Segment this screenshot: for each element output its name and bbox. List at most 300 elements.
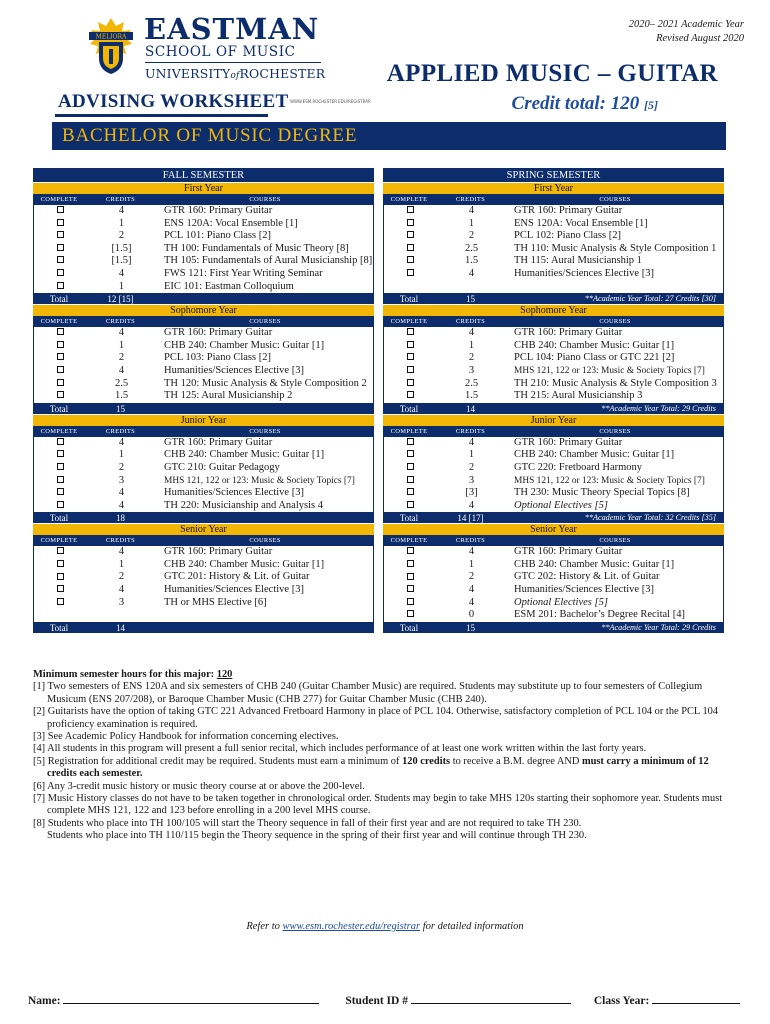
complete-cell — [384, 340, 436, 353]
course-rows — [383, 205, 724, 293]
logo-school: SCHOOL OF MUSIC — [145, 44, 296, 60]
credits-cell: 1 — [468, 217, 475, 229]
column-headers — [383, 195, 724, 205]
complete-checkbox[interactable] — [407, 488, 414, 495]
credits-header: CREDITS — [105, 537, 136, 545]
credits-cell: 1 — [468, 339, 475, 351]
advising-underline — [55, 114, 268, 117]
course-cell: GTR 160: Primary Guitar — [514, 546, 623, 558]
complete-checkbox[interactable] — [407, 573, 414, 580]
course-row — [34, 559, 373, 572]
total-label: Total — [49, 513, 69, 524]
course-row — [34, 340, 373, 353]
complete-checkbox[interactable] — [407, 206, 414, 213]
credits-cell: 2 — [118, 352, 125, 364]
credits-cell: 4 — [118, 436, 125, 448]
course-row — [384, 218, 723, 231]
course-row — [34, 205, 373, 218]
academic-year-info — [629, 18, 744, 46]
course-cell: GTC 210: Guitar Pedagogy — [164, 461, 280, 473]
complete-checkbox[interactable] — [57, 391, 64, 398]
class-year-field[interactable] — [652, 994, 740, 1004]
course-cell: Humanities/Sciences Elective [3] — [164, 584, 304, 596]
course-cell: Humanities/Sciences Elective [3] — [514, 267, 654, 279]
course-cell: ENS 120A: Vocal Ensemble [1] — [164, 217, 298, 229]
credits-cell: 2.5 — [464, 377, 479, 389]
total-row — [33, 293, 374, 305]
credits-cell: 2 — [118, 571, 125, 583]
course-row — [34, 268, 373, 281]
courses-header: COURSES — [599, 537, 631, 545]
complete-cell — [384, 449, 436, 462]
credits-cell: 3 — [468, 364, 475, 376]
student-id-field[interactable] — [411, 994, 571, 1004]
course-cell: CHB 240: Chamber Music: Guitar [1] — [514, 339, 675, 351]
credits-header: CREDITS — [105, 318, 136, 326]
credits-cell — [436, 281, 507, 294]
course-cell: PCL 103: Piano Class [2] — [164, 352, 271, 364]
credits-cell: 4 — [118, 205, 125, 216]
credits-cell: 4 — [118, 267, 125, 279]
course-cell: TH 220: Musicianship and Analysis 4 — [164, 499, 323, 511]
complete-cell — [34, 609, 86, 622]
total-label: Total — [399, 513, 419, 524]
course-row — [384, 500, 723, 513]
complete-checkbox[interactable] — [407, 231, 414, 238]
credits-cell: 1.5 — [464, 390, 479, 402]
complete-cell — [384, 243, 436, 256]
total-label: Total — [49, 294, 69, 305]
total-row — [33, 403, 374, 415]
credits-cell: 0 — [468, 609, 475, 621]
complete-cell — [34, 340, 86, 353]
credits-header: CREDITS — [105, 427, 136, 435]
complete-checkbox[interactable] — [407, 598, 414, 605]
complete-checkbox[interactable] — [57, 547, 64, 554]
fall-year-heading: Senior Year — [33, 524, 374, 536]
course-row — [34, 546, 373, 559]
complete-checkbox[interactable] — [407, 560, 414, 567]
complete-checkbox[interactable] — [57, 598, 64, 605]
course-cell — [507, 281, 723, 294]
column-headers — [383, 317, 724, 327]
complete-checkbox[interactable] — [407, 353, 414, 360]
complete-checkbox[interactable] — [57, 488, 64, 495]
course-row — [34, 449, 373, 462]
complete-checkbox[interactable] — [407, 547, 414, 554]
complete-cell — [384, 281, 436, 294]
course-cell: GTC 201: History & Lit. of Guitar — [164, 571, 310, 583]
footnote-5: [5] Registration for additional credit may be required. Students must earn a minimum of 120 credits to receive a B.M. degree AND must carry a minimum of 12 credits each semester. — [33, 755, 709, 780]
courses-header: COURSES — [599, 318, 631, 326]
course-cell: TH 100: Fundamentals of Music Theory [8] — [164, 242, 349, 254]
course-cell: Humanities/Sciences Elective [3] — [164, 364, 304, 376]
complete-cell — [34, 475, 86, 488]
total-label: Total — [49, 403, 69, 414]
logo-eastman: EASTMAN — [144, 12, 320, 46]
class-year-label: Class Year: — [593, 995, 650, 1007]
total-credits: 14 — [116, 622, 125, 633]
complete-cell — [34, 243, 86, 256]
complete-checkbox[interactable] — [407, 438, 414, 445]
complete-cell — [34, 378, 86, 391]
course-cell: CHB 240: Chamber Music: Guitar [1] — [164, 339, 325, 351]
complete-checkbox[interactable] — [407, 450, 414, 457]
course-row-empty — [384, 281, 723, 294]
complete-checkbox[interactable] — [407, 585, 414, 592]
complete-checkbox[interactable] — [57, 282, 64, 289]
credits-header: CREDITS — [105, 196, 136, 203]
course-cell: FWS 121: First Year Writing Seminar — [164, 267, 323, 279]
course-cell: TH 230: Music Theory Special Topics [8] — [514, 487, 690, 499]
complete-header: COMPLETE — [40, 427, 78, 435]
credits-cell: 4 — [468, 205, 475, 216]
complete-cell — [384, 609, 436, 622]
academic-year-total — [156, 403, 374, 414]
credits-cell: 1.5 — [464, 255, 479, 267]
credits-cell: 2 — [468, 352, 475, 364]
course-cell: PCL 104: Piano Class or GTC 221 [2] — [514, 352, 675, 364]
course-rows — [33, 546, 374, 622]
footnotes — [33, 669, 733, 843]
course-row — [384, 437, 723, 450]
complete-checkbox[interactable] — [57, 231, 64, 238]
credit-total: Credit total: 120 [5] — [511, 93, 658, 114]
course-row — [384, 352, 723, 365]
complete-cell — [34, 218, 86, 231]
complete-checkbox[interactable] — [407, 256, 414, 263]
credits-cell: 4 — [468, 327, 475, 339]
credits-cell: [1.5] — [111, 255, 132, 267]
academic-year-total — [156, 622, 374, 633]
course-row — [34, 487, 373, 500]
course-cell: ENS 120A: Vocal Ensemble [1] — [514, 217, 648, 229]
fall-year-heading: Junior Year — [33, 415, 374, 427]
column-headers — [383, 536, 724, 546]
course-row — [34, 437, 373, 450]
course-row — [34, 597, 373, 610]
course-cell: GTR 160: Primary Guitar — [164, 327, 273, 339]
courses-header: COURSES — [249, 318, 281, 326]
course-row — [34, 365, 373, 378]
course-row — [384, 584, 723, 597]
course-row — [34, 230, 373, 243]
complete-cell — [34, 449, 86, 462]
footnote-8: [8] Students who place into TH 100/105 will start the Theory sequence in fall of their first year and are not required to take TH 230. — [33, 817, 582, 829]
course-row — [384, 340, 723, 353]
complete-checkbox[interactable] — [57, 476, 64, 483]
credits-header: CREDITS — [455, 427, 486, 435]
academic-year-total: **Academic Year Total: 29 Credits — [601, 403, 716, 413]
course-row — [34, 218, 373, 231]
complete-checkbox[interactable] — [407, 379, 414, 386]
revised-date: Revised August 2020 — [656, 33, 744, 44]
credits-cell: 2.5 — [114, 377, 129, 389]
complete-checkbox[interactable] — [407, 341, 414, 348]
name-field[interactable] — [63, 994, 319, 1004]
course-cell: TH 120: Music Analysis & Style Composition 2 — [164, 377, 367, 389]
degree-banner — [52, 122, 726, 150]
course-cell: Optional Electives [5] — [514, 499, 608, 511]
total-label: Total — [399, 294, 419, 305]
course-cell: GTR 160: Primary Guitar — [514, 205, 623, 216]
complete-checkbox[interactable] — [57, 585, 64, 592]
courses-header: COURSES — [599, 196, 631, 203]
courses-header: COURSES — [599, 427, 631, 435]
complete-checkbox[interactable] — [57, 206, 64, 213]
credits-cell: 4 — [468, 436, 475, 448]
complete-checkbox[interactable] — [407, 610, 414, 617]
course-row — [384, 475, 723, 488]
refer-line: Refer to www.esm.rochester.edu/registrar for detailed information — [246, 921, 524, 932]
total-label: Total — [399, 403, 419, 414]
course-cell: GTR 160: Primary Guitar — [514, 327, 623, 339]
credits-cell: 4 — [468, 584, 475, 596]
course-cell: TH 110: Music Analysis & Style Composition 1 — [514, 242, 717, 254]
complete-cell — [384, 559, 436, 572]
complete-cell — [34, 390, 86, 403]
complete-cell — [384, 487, 436, 500]
complete-checkbox[interactable] — [57, 463, 64, 470]
course-row — [384, 327, 723, 340]
credits-cell: 4 — [118, 327, 125, 339]
course-row — [34, 462, 373, 475]
course-row — [384, 230, 723, 243]
course-row — [34, 571, 373, 584]
total-credits: 14 [17] — [457, 513, 484, 524]
course-rows — [33, 205, 374, 293]
total-label: Total — [49, 622, 69, 633]
course-row — [34, 281, 373, 294]
course-rows — [383, 437, 724, 513]
credits-cell: 1.5 — [114, 390, 129, 402]
complete-cell — [34, 571, 86, 584]
course-rows — [33, 327, 374, 403]
course-rows — [33, 437, 374, 513]
complete-checkbox[interactable] — [57, 256, 64, 263]
complete-cell — [34, 365, 86, 378]
complete-header: COMPLETE — [390, 537, 428, 545]
complete-checkbox[interactable] — [407, 476, 414, 483]
course-row — [384, 546, 723, 559]
complete-header: COMPLETE — [390, 318, 428, 326]
credits-cell — [86, 609, 157, 622]
complete-cell — [384, 571, 436, 584]
total-credits: 15 — [466, 622, 475, 633]
course-cell: MHS 121, 122 or 123: Music & Society Topics [7] — [164, 475, 355, 486]
spring-year-heading: Senior Year — [383, 524, 724, 536]
column-headers — [383, 427, 724, 437]
registrar-link[interactable]: www.esm.rochester.edu/registrar — [282, 921, 421, 932]
complete-cell — [34, 546, 86, 559]
complete-cell — [34, 205, 86, 218]
credits-cell: 2 — [118, 461, 125, 473]
complete-cell — [384, 475, 436, 488]
credits-cell: 4 — [118, 364, 125, 376]
credits-cell: 4 — [118, 546, 125, 558]
degree-title: BACHELOR OF MUSIC DEGREE — [62, 125, 358, 146]
complete-checkbox[interactable] — [57, 379, 64, 386]
total-credits: 14 — [466, 403, 475, 414]
spring-semester-table — [383, 168, 724, 634]
credits-cell: 4 — [468, 499, 475, 511]
courses-header: COURSES — [249, 196, 281, 203]
complete-checkbox[interactable] — [407, 501, 414, 508]
credits-cell: 2 — [468, 230, 475, 242]
complete-cell — [384, 352, 436, 365]
complete-checkbox[interactable] — [407, 366, 414, 373]
footnote-6: [6] Any 3-credit music history or music theory course at or above the 200-level. — [33, 780, 365, 792]
footnote-8-continuation: Students who place into TH 110/115 begin the Theory sequence in the spring of their first year and will continue through TH 230. — [47, 830, 587, 842]
complete-checkbox[interactable] — [407, 244, 414, 251]
credits-cell: 3 — [468, 474, 475, 486]
credits-header: CREDITS — [455, 537, 486, 545]
complete-checkbox[interactable] — [407, 391, 414, 398]
complete-checkbox[interactable] — [407, 463, 414, 470]
logo-rule — [145, 62, 321, 63]
complete-cell — [34, 462, 86, 475]
credits-cell: [3] — [465, 487, 478, 499]
complete-checkbox[interactable] — [57, 438, 64, 445]
footnote-3: [3] See Academic Policy Handbook for information concerning electives. — [33, 731, 339, 743]
complete-cell — [34, 352, 86, 365]
course-row — [384, 609, 723, 622]
course-cell: CHB 240: Chamber Music: Guitar [1] — [164, 449, 325, 461]
complete-checkbox[interactable] — [57, 501, 64, 508]
course-row — [384, 268, 723, 281]
complete-cell — [34, 327, 86, 340]
complete-cell — [34, 500, 86, 513]
credits-cell: 1 — [468, 449, 475, 461]
credits-header: CREDITS — [455, 318, 486, 326]
course-cell: GTR 160: Primary Guitar — [164, 205, 273, 216]
course-row — [34, 609, 373, 622]
total-row — [33, 512, 374, 524]
course-cell — [157, 609, 373, 622]
course-row — [384, 571, 723, 584]
course-cell: PCL 102: Piano Class [2] — [514, 230, 621, 242]
complete-cell — [34, 487, 86, 500]
footnote-2: [2] Guitarists have the option of taking GTC 221 Advanced Fretboard Harmony in place of PCL 104. Otherwise, satisfactory completion of PCL 104 or the PCL 104 proficiency examination is required. — [33, 706, 719, 730]
complete-checkbox[interactable] — [57, 269, 64, 276]
total-row — [383, 403, 724, 415]
academic-year-total: **Academic Year Total: 27 Credits [30] — [584, 294, 716, 304]
complete-checkbox[interactable] — [57, 341, 64, 348]
total-row — [383, 622, 724, 634]
course-row — [384, 462, 723, 475]
course-cell: CHB 240: Chamber Music: Guitar [1] — [514, 558, 675, 570]
complete-cell — [384, 255, 436, 268]
credits-cell: 1 — [118, 217, 125, 229]
eastman-logo — [86, 10, 336, 80]
credits-cell: 4 — [468, 267, 475, 279]
complete-checkbox[interactable] — [57, 450, 64, 457]
course-row — [384, 559, 723, 572]
academic-year-total: **Academic Year Total: 29 Credits — [601, 622, 716, 632]
complete-cell — [34, 230, 86, 243]
complete-cell — [384, 327, 436, 340]
course-cell: MHS 121, 122 or 123: Music & Society Topics [7] — [514, 475, 705, 486]
course-row — [384, 255, 723, 268]
advising-worksheet-title: ADVISING WORKSHEET — [58, 91, 289, 112]
academic-year-total: **Academic Year Total: 32 Credits [35] — [584, 513, 716, 523]
signature-line — [28, 994, 748, 1007]
academic-year-total — [156, 293, 374, 304]
complete-cell — [384, 546, 436, 559]
course-cell: CHB 240: Chamber Music: Guitar [1] — [514, 449, 675, 461]
name-label: Name: — [28, 995, 61, 1007]
course-row — [34, 584, 373, 597]
course-cell: GTR 160: Primary Guitar — [164, 546, 273, 558]
credits-cell: 3 — [118, 596, 125, 608]
complete-cell — [384, 500, 436, 513]
complete-cell — [384, 268, 436, 281]
column-headers — [33, 317, 374, 327]
course-cell: GTC 202: History & Lit. of Guitar — [514, 571, 660, 583]
complete-cell — [384, 584, 436, 597]
fall-year-heading: Sophomore Year — [33, 305, 374, 317]
complete-checkbox[interactable] — [407, 328, 414, 335]
course-cell: TH 215: Aural Musicianship 3 — [514, 390, 643, 402]
complete-cell — [384, 597, 436, 610]
course-cell: TH or MHS Elective [6] — [164, 596, 267, 608]
complete-cell — [384, 378, 436, 391]
complete-cell — [384, 218, 436, 231]
course-row — [34, 327, 373, 340]
fall-semester-table — [33, 168, 374, 634]
credits-cell: 4 — [118, 499, 125, 511]
complete-checkbox[interactable] — [57, 353, 64, 360]
total-row — [33, 622, 374, 634]
complete-checkbox[interactable] — [57, 573, 64, 580]
total-credits: 12 [15] — [107, 294, 134, 305]
complete-checkbox[interactable] — [57, 219, 64, 226]
course-row — [34, 500, 373, 513]
student-id-label: Student ID # — [345, 995, 408, 1007]
complete-checkbox[interactable] — [57, 244, 64, 251]
credits-header: CREDITS — [455, 196, 486, 203]
complete-checkbox[interactable] — [407, 269, 414, 276]
column-headers — [33, 427, 374, 437]
course-row — [34, 475, 373, 488]
logo-university: UNIVERSITYofROCHESTER — [145, 66, 326, 81]
spring-year-heading: Junior Year — [383, 415, 724, 427]
total-label: Total — [399, 622, 419, 633]
program-title: APPLIED MUSIC – GUITAR — [386, 60, 718, 87]
total-credits: 15 — [116, 403, 125, 414]
course-cell: TH 105: Fundamentals of Aural Musicianship [8] — [164, 255, 373, 267]
course-row — [384, 390, 723, 403]
complete-checkbox[interactable] — [57, 328, 64, 335]
courses-header: COURSES — [249, 537, 281, 545]
complete-checkbox[interactable] — [407, 219, 414, 226]
complete-cell — [34, 255, 86, 268]
academic-year: 2020– 2021 Academic Year — [628, 19, 744, 30]
complete-cell — [34, 584, 86, 597]
course-row — [384, 449, 723, 462]
course-row — [34, 243, 373, 256]
column-headers — [33, 536, 374, 546]
course-row — [384, 487, 723, 500]
complete-checkbox[interactable] — [57, 366, 64, 373]
complete-header: COMPLETE — [40, 318, 78, 326]
total-row — [383, 512, 724, 524]
complete-checkbox[interactable] — [57, 560, 64, 567]
course-cell: CHB 240: Chamber Music: Guitar [1] — [164, 558, 325, 570]
course-cell: PCL 101: Piano Class [2] — [164, 230, 271, 242]
complete-cell — [384, 365, 436, 378]
course-row — [34, 390, 373, 403]
